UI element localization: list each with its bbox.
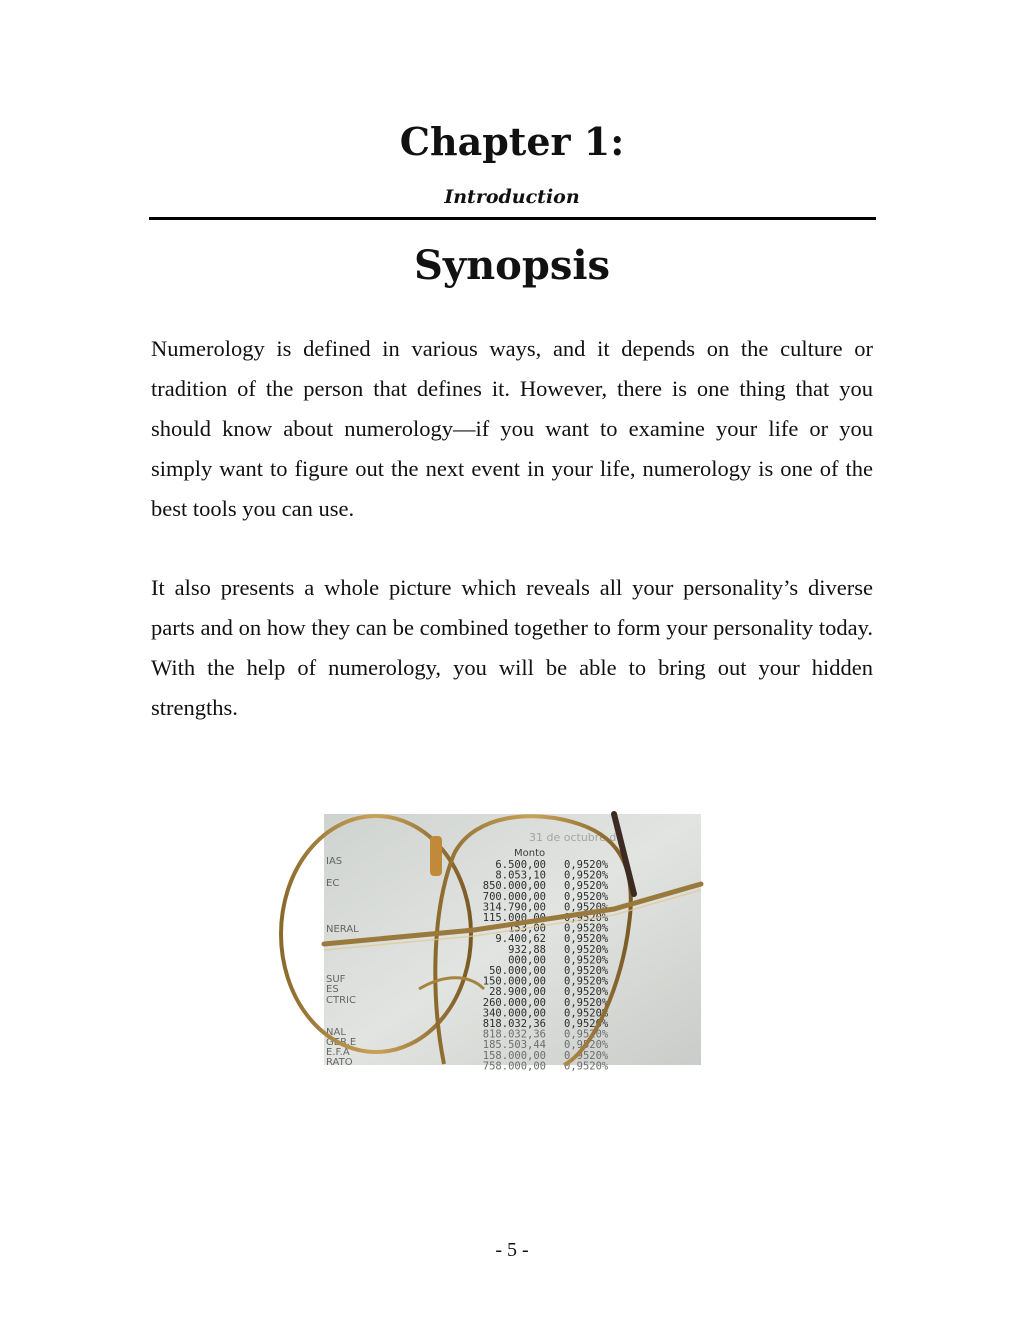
- rate-cell: 0,9520%: [564, 880, 609, 893]
- amount-cell: 314.790,00: [482, 901, 546, 914]
- amount-column: [483, 859, 546, 1072]
- row-label: NAL: [326, 1027, 346, 1038]
- amount-cell: 700.000,00: [482, 890, 546, 903]
- chapter-title: Chapter 1:: [399, 119, 625, 164]
- rate-cell: 0,9520%: [564, 986, 609, 999]
- row-label: CTRIC: [326, 995, 356, 1006]
- amount-cell: 932,88: [508, 943, 546, 956]
- amount-cell: 9.400,62: [495, 933, 546, 946]
- glasses-on-financial-report-photo: [324, 814, 701, 1073]
- row-label: EC: [326, 878, 340, 889]
- row-label: NERAL: [326, 924, 359, 935]
- amount-cell: 150.000,00: [482, 975, 546, 988]
- amount-cell: 850.000,00: [482, 880, 546, 893]
- amount-cell: 50.000,00: [489, 965, 546, 977]
- photo-column-header: Monto: [514, 848, 546, 859]
- rate-cell: 0,9520%: [564, 1007, 609, 1020]
- row-label: ES: [326, 984, 339, 995]
- rate-cell: 0,9520%: [564, 954, 609, 967]
- row-label: IAS: [326, 856, 343, 867]
- row-label: GER.E: [326, 1037, 357, 1048]
- rate-cell: 0,9520%: [564, 996, 609, 1009]
- rate-column: [564, 859, 609, 1072]
- row-label: RATO: [326, 1057, 353, 1068]
- amount-cell: 000,00: [508, 954, 546, 967]
- rate-cell: 0,9520%: [564, 1018, 609, 1030]
- section-title: Synopsis: [413, 242, 611, 289]
- amount-cell: 8.053,10: [495, 869, 546, 882]
- amount-cell: 260.000,00: [482, 996, 546, 1009]
- rate-cell: 0,9520%: [564, 922, 609, 935]
- photo-header-text: 31 de octubre de: [529, 831, 624, 844]
- page-number: - 5 -: [495, 1239, 529, 1261]
- amount-cell: 758.000,00: [482, 1060, 546, 1073]
- rate-cell: 0,9520%: [564, 975, 609, 988]
- rate-cell: 0,9520%: [564, 890, 609, 903]
- rate-cell: 0,9520%: [564, 1039, 609, 1052]
- row-label: SUF: [326, 974, 346, 985]
- title-divider: [149, 217, 876, 220]
- rate-cell: 0,9520%: [564, 1028, 609, 1041]
- rate-cell: 0,9520%: [564, 859, 609, 871]
- body-paragraph: Numerology is defined in various ways, and it depends on the culture or tradition of the person that defines it. However, there is one thing that you should know about numerology—if you want to examine your life or you simply want to figure out the next event in your life, numerology is one of the best tools you can use.: [151, 336, 873, 521]
- rate-cell: 0,9520%: [564, 1049, 609, 1062]
- amount-cell: 115.000,00: [482, 912, 546, 924]
- amount-cell: 153,00: [508, 922, 546, 935]
- chapter-subtitle: Introduction: [444, 186, 580, 208]
- amount-cell: 818.032,36: [482, 1028, 546, 1041]
- body-paragraph: It also presents a whole picture which reveals all your personality’s diverse parts and on how they can be combined together to form your personality today. With the help of numerology, you will be able to bring out your hidden strengths.: [151, 575, 873, 720]
- rate-cell: 0,9520%: [564, 869, 609, 882]
- rate-cell: 0,9520%: [564, 901, 609, 914]
- amount-cell: 185.503,44: [482, 1039, 546, 1052]
- amount-cell: 818.032,36: [482, 1018, 546, 1030]
- amount-cell: 158.000,00: [482, 1049, 546, 1062]
- rate-cell: 0,9520%: [564, 943, 609, 956]
- amount-cell: 340.000,00: [482, 1007, 546, 1020]
- rate-cell: 0,9520%: [564, 1060, 609, 1073]
- row-label: E.F.A: [326, 1047, 350, 1058]
- amount-cell: 28.900,00: [489, 986, 546, 999]
- rate-cell: 0,9520%: [564, 912, 609, 924]
- amount-cell: 6.500,00: [495, 859, 546, 871]
- rate-cell: 0,9520%: [564, 933, 609, 946]
- rate-cell: 0,9520%: [564, 965, 609, 977]
